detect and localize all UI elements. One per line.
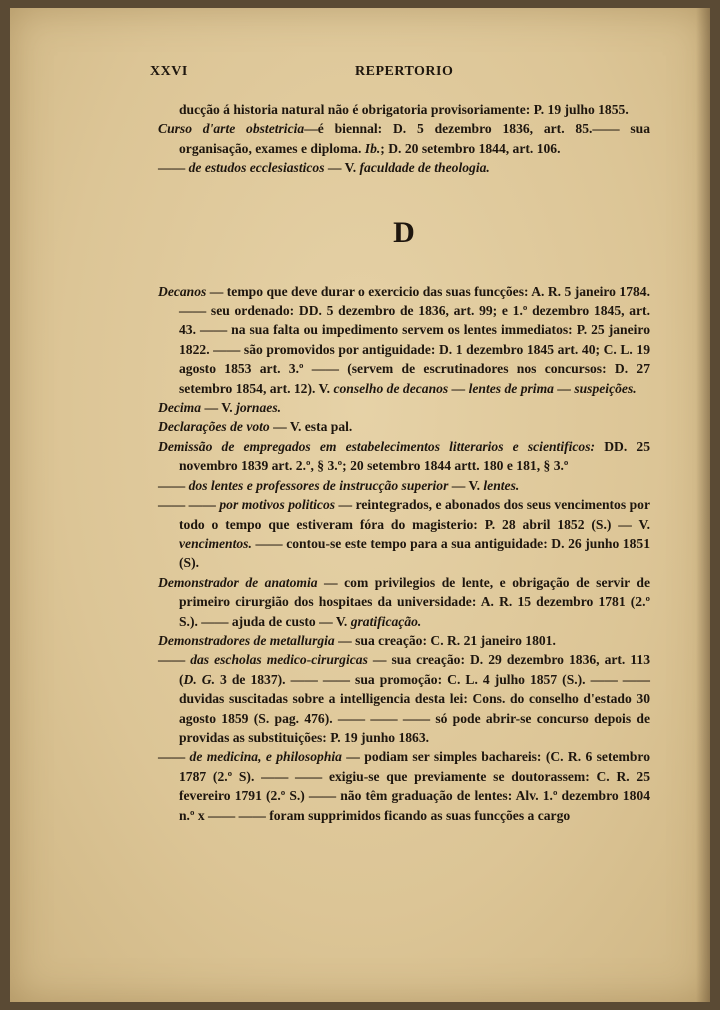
entry-curso-arte-obstetricia: Curso d'arte obstetricia—é biennal: D. 5 dezembro 1836, art. 85.—— sua organisação, exames e diploma. Ib.; D. 20 setembro 1844, art. 106. <box>158 121 651 156</box>
entry-estudos-ecclesiasticos: —— de estudos ecclesiasticos — V. faculdade de theologia. <box>158 160 490 176</box>
page-edge-shadow <box>696 8 710 1002</box>
entry-decanos: Decanos — tempo que deve durar o exercicio das suas funcções: A. R. 5 janeiro 1784. —— seu ordenado: DD. 5 dezembro de 1836, art. 99; e 1.º dezembro 1845, art. 43. —— na sua falta ou impedimento servem os lentes immediatos: P. 25 janeiro 1822. —— são promovidos por antiguidade: D. 1 dezembro 1845 art. 40; C. L. 19 agosto 1853 art. 3.º —— (servem de escrutinadores nos concursos: D. 27 setembro 1854, art. 12). V. conselho de decanos — lentes de prima — suspeições. <box>158 283 650 396</box>
entry-medicina-philosophia: —— de medicina, e philosophia — podiam ser simples bachareis: (C. R. 6 setembro 1787 (2.º S). —— —— exigiu-se que previamente se doutorassem: C. R. 25 fevereiro 1791 (2.º S.) —— não têm graduação de lentes: Alv. 1.º dezembro 1804 n.º x —— —— foram supprimidos ficando as suas funcções a cargo <box>158 749 650 823</box>
entries-letter-d <box>158 282 650 825</box>
entry-decima: Decima — V. jornaes. <box>158 400 282 416</box>
page-number: XXVI <box>150 64 188 79</box>
entries-continued <box>158 100 650 178</box>
book-page <box>10 8 710 1002</box>
entry-demonstrador-anatomia: Demonstrador de anatomia — com privilegios de lente, e obrigação de servir de primeiro cirurgião dos hospitaes da universidade: A. R. 15 dezembro 1781 (2.º S.). —— ajuda de custo — V. gratificação. <box>158 574 651 629</box>
entry-demissao-lentes: —— dos lentes e professores de instrucção superior — V. lentes. <box>158 477 520 493</box>
running-title: REPERTORIO <box>355 64 454 79</box>
entry-demonstradores-metallurgia: Demonstradores de metallurgia — sua creação: C. R. 21 janeiro 1801. <box>158 632 556 648</box>
entry-cont-1: ducção á historia natural não é obrigatoria provisoriamente: P. 19 julho 1855. <box>179 102 629 117</box>
entry-declaracoes-voto: Declarações de voto — V. esta pal. <box>158 419 353 435</box>
entry-demissao-motivos-politicos: —— —— por motivos politicos — reintegrados, e abonados dos seus vencimentos por todo o tempo que estiveram fóra do magisterio: P. 28 abril 1852 (S.) — V. vencimentos. —— contou-se este tempo para a sua antiguidade: D. 26 junho 1851 (S). <box>158 497 651 571</box>
section-letter: D <box>393 215 415 249</box>
entry-demissao: Demissão de empregados em estabelecimentos litterarios e scientificos: DD. 25 novembro 1839 art. 2.º, § 3.º; 20 setembro 1844 artt. 180 e 181, § 3.º <box>158 438 650 474</box>
body-text <box>158 100 650 825</box>
entry-escolas-medico-cirurgicas: —— das escholas medico-cirurgicas — sua creação: D. 29 dezembro 1836, art. 113 (D. G. 3 de 1837). —— —— sua promoção: C. L. 4 julho 1857 (S.). —— —— duvidas suscitadas sobre a intelligencia desta lei: Cons. do conselho d'estado 30 agosto 1859 (S. pag. 476). —— —— —— só pode abrir-se concurso depois de providas as substituições: P. 19 junho 1863. <box>158 652 650 745</box>
running-head <box>150 64 650 86</box>
